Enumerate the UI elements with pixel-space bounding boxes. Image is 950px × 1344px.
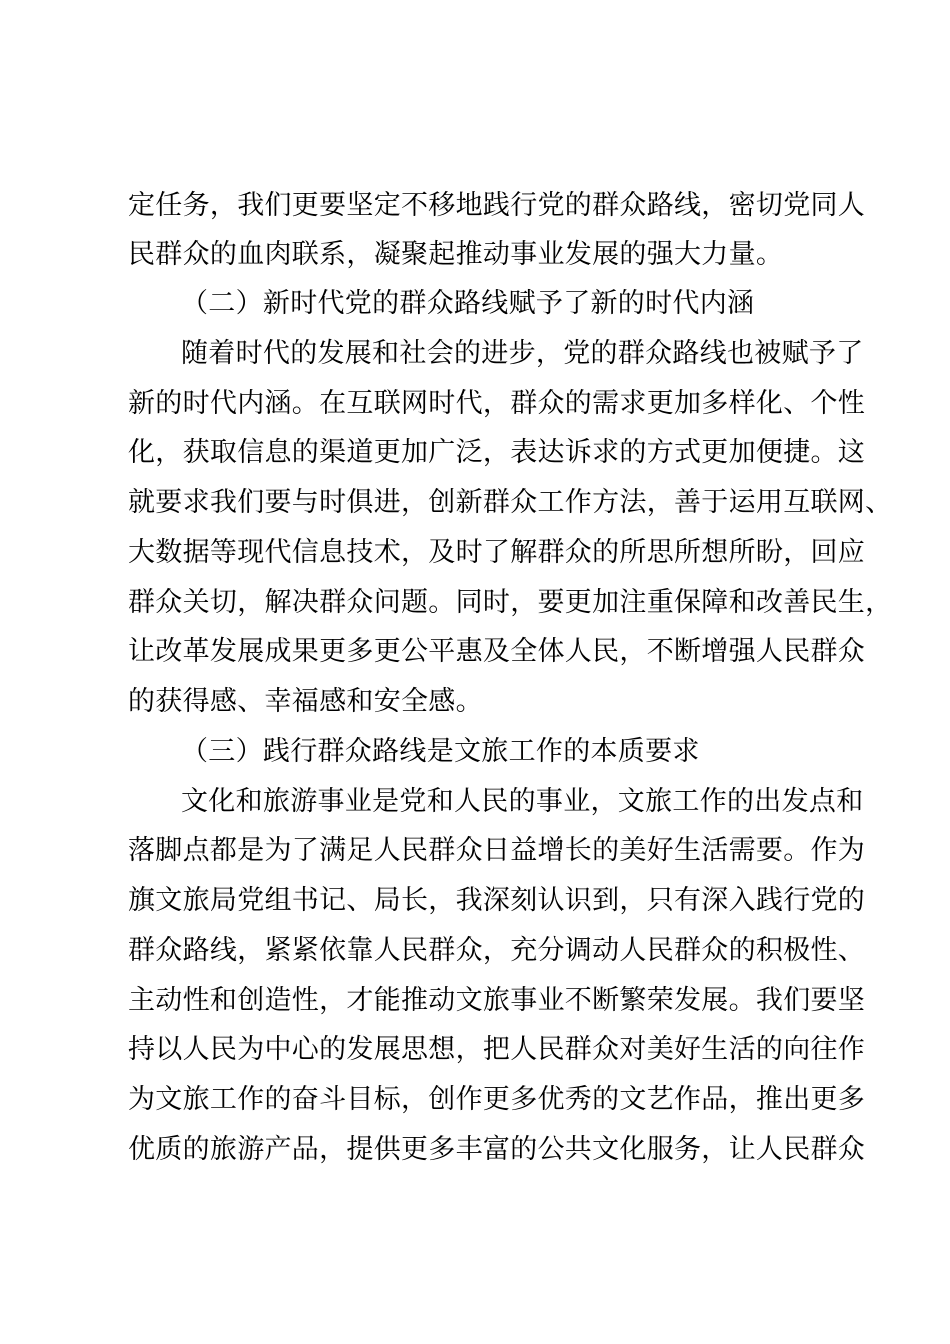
paragraph-line: 让改革发展成果更多更公平惠及全体人民，不断增强人民群众 <box>128 636 866 667</box>
paragraph-line: 主动性和创造性，才能推动文旅事业不断繁荣发展。我们要坚 <box>128 985 866 1016</box>
paragraph-line: 群众路线，紧紧依靠人民群众，充分调动人民群众的积极性、 <box>128 935 866 966</box>
section-heading-3: （三）践行群众路线是文旅工作的本质要求 <box>181 736 700 767</box>
paragraph-line: 新的时代内涵。在互联网时代，群众的需求更加多样化、个性 <box>128 388 866 419</box>
paragraph-line: 文化和旅游事业是党和人民的事业，文旅工作的出发点和 <box>181 786 864 817</box>
paragraph-line: 优质的旅游产品，提供更多丰富的公共文化服务，让人民群众 <box>128 1134 866 1165</box>
paragraph-line: 旗文旅局党组书记、局长，我深刻认识到，只有深入践行党的 <box>128 885 866 916</box>
paragraph-line: 随着时代的发展和社会的进步，党的群众路线也被赋予了 <box>181 338 864 369</box>
paragraph-line: 持以人民为中心的发展思想，把人民群众对美好生活的向往作 <box>128 1034 866 1065</box>
paragraph-line: 的获得感、幸福感和安全感。 <box>128 686 483 717</box>
paragraph-line: 大数据等现代信息技术，及时了解群众的所思所想所盼，回应 <box>128 537 866 568</box>
paragraph-line: 民群众的血肉联系，凝聚起推动事业发展的强大力量。 <box>128 239 784 270</box>
paragraph-line: 化，获取信息的渠道更加广泛，表达诉求的方式更加便捷。这 <box>128 437 866 468</box>
paragraph-line: 定任务，我们更要坚定不移地践行党的群众路线，密切党同人 <box>128 190 866 221</box>
paragraph-line: 就要求我们要与时俱进，创新群众工作方法，善于运用互联网、 <box>128 487 893 518</box>
paragraph-line: 群众关切，解决群众问题。同时，要更加注重保障和改善民生， <box>128 587 893 618</box>
section-heading-2: （二）新时代党的群众路线赋予了新的时代内涵 <box>181 288 755 319</box>
paragraph-line: 落脚点都是为了满足人民群众日益增长的美好生活需要。作为 <box>128 835 866 866</box>
paragraph-line: 为文旅工作的奋斗目标，创作更多优秀的文艺作品，推出更多 <box>128 1084 866 1115</box>
